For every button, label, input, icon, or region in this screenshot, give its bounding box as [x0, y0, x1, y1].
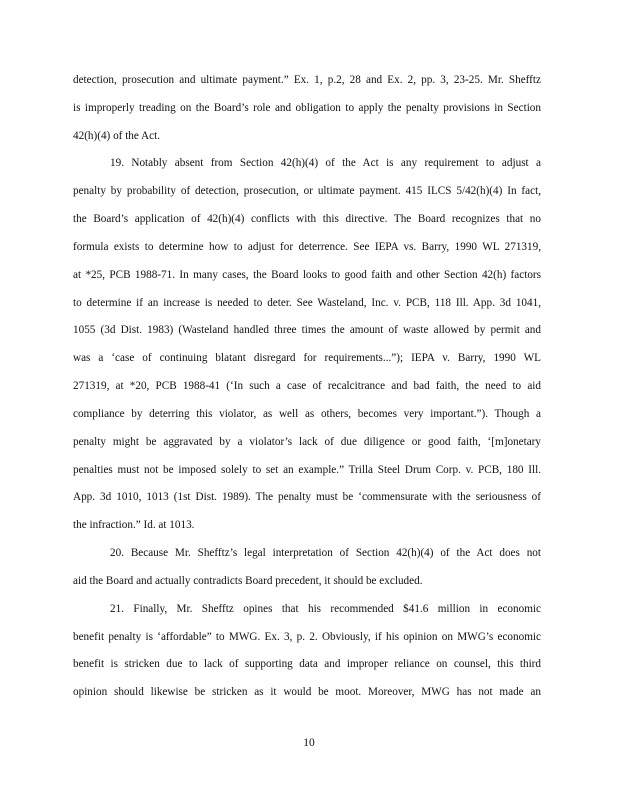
paragraph-19-start: 19. Notably absent from Section 42(h)(4) of the Act is any requirement to adjust a [110, 157, 541, 169]
text-line: penalty by probability of detection, prosecution, or ultimate payment. 415 ILCS 5/42(h)(4) In fact, [73, 185, 541, 197]
text-line: was a ‘case of continuing blatant disregard for requirements...”); IEPA v. Barry, 1990 WL [73, 352, 541, 364]
text-line: 271319, at *20, PCB 1988-41 (‘In such a case of recalcitrance and bad faith, the need to aid [73, 380, 541, 392]
text-line: formula exists to determine how to adjust for deterrence. See IEPA vs. Barry, 1990 WL 271319, [73, 241, 541, 253]
text-line: 42(h)(4) of the Act. [73, 130, 160, 142]
paragraph-20-start: 20. Because Mr. Shefftz’s legal interpretation of Section 42(h)(4) of the Act does not [110, 547, 541, 559]
paragraph-21-start: 21. Finally, Mr. Shefftz opines that his recommended $41.6 million in economic [110, 603, 541, 615]
page-number: 10 [303, 737, 315, 749]
text-line: App. 3d 1010, 1013 (1st Dist. 1989). The penalty must be ‘commensurate with the seriousness of [73, 491, 541, 503]
text-line: compliance by deterring this violator, as well as others, becomes very important.”). Though a [73, 408, 541, 420]
text-line: benefit penalty is ‘affordable” to MWG. Ex. 3, p. 2. Obviously, if his opinion on MWG’s economic [73, 631, 541, 643]
text-line: 1055 (3d Dist. 1983) (Wasteland handled three times the amount of waste allowed by permit and [73, 324, 541, 336]
text-line: the Board’s application of 42(h)(4) conflicts with this directive. The Board recognizes that no [73, 213, 541, 225]
text-line: at *25, PCB 1988-71. In many cases, the Board looks to good faith and other Section 42(h) factors [73, 269, 541, 281]
text-line: aid the Board and actually contradicts Board precedent, it should be excluded. [73, 575, 423, 587]
text-line: the infraction.” Id. at 1013. [73, 519, 195, 531]
text-line: is improperly treading on the Board’s role and obligation to apply the penalty provisions in Section [73, 102, 541, 114]
text-line: benefit is stricken due to lack of supporting data and improper reliance on counsel, this third [73, 658, 541, 670]
text-line: penalty might be aggravated by a violator’s lack of due diligence or good faith, ‘[m]onetary [73, 436, 541, 448]
text-line: penalties must not be imposed solely to set an example.” Trilla Steel Drum Corp. v. PCB, 180 Ill. [73, 464, 541, 476]
text-line: detection, prosecution and ultimate payment.” Ex. 1, p.2, 28 and Ex. 2, pp. 3, 23-25. Mr. Shefftz [73, 74, 541, 86]
text-line: opinion should likewise be stricken as it would be moot. Moreover, MWG has not made an [73, 686, 541, 698]
text-line: to determine if an increase is needed to deter. See Wasteland, Inc. v. PCB, 118 Ill. App. 3d 1041, [73, 297, 541, 309]
